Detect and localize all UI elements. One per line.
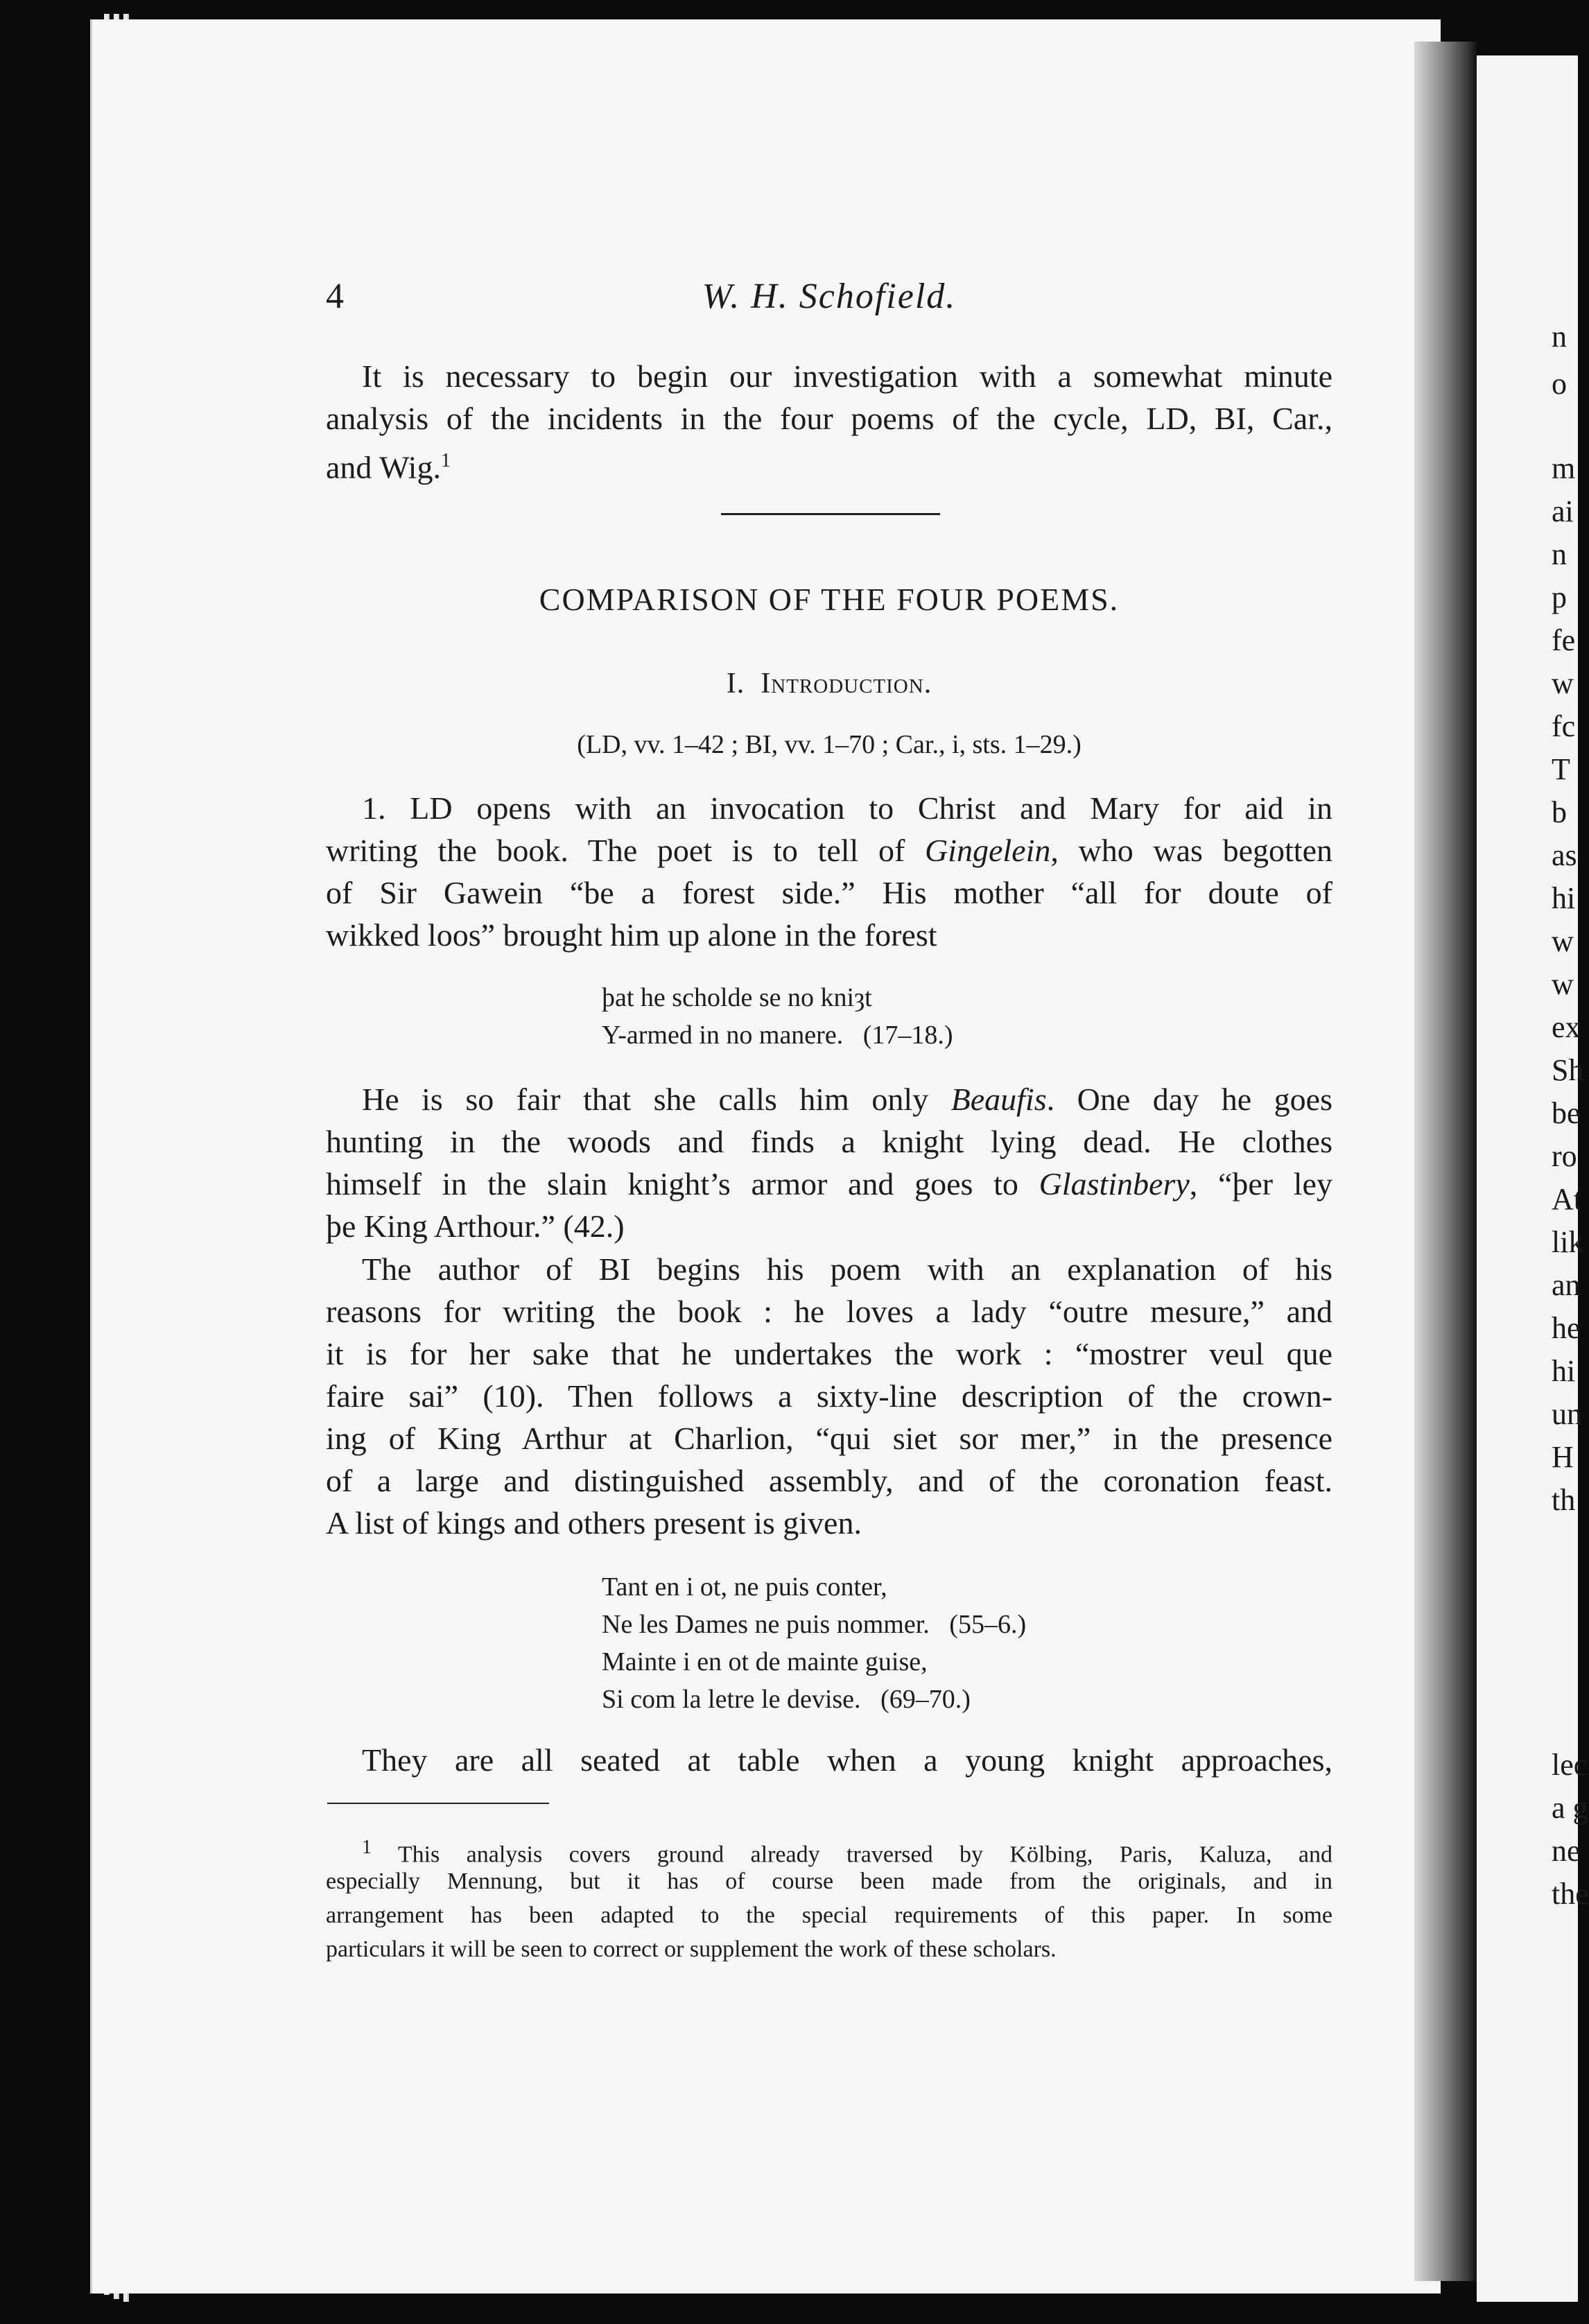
verse-line: þat he scholde se no kniȝt xyxy=(602,983,872,1012)
right-page-text-fragment: the xyxy=(1552,1877,1589,1911)
right-page-text-fragment: w xyxy=(1552,967,1574,1001)
section-subtitle xyxy=(326,667,1332,700)
right-page-text-fragment: o xyxy=(1552,367,1567,401)
gutter-shadow xyxy=(1414,42,1477,2281)
intro-line: analysis of the incidents in the four poems of the cycle, LD, BI, Car., xyxy=(326,401,1332,436)
right-page-text-fragment: n xyxy=(1552,537,1567,571)
right-page-text-fragment: fe xyxy=(1552,623,1576,657)
right-page-text-fragment: ne xyxy=(1552,1834,1581,1868)
body-line: hunting in the woods and finds a knight lying dead. He clothes xyxy=(326,1124,1332,1159)
right-page-text-fragment: b xyxy=(1552,795,1567,829)
footnote-line: arrangement has been adapted to the special requirements of this paper. In some xyxy=(326,1902,1332,1928)
body-line: of Sir Gawein “be a forest side.” His mother “all for doute of xyxy=(326,875,1332,910)
body-line: writing the book. The poet is to tell of Gingelein, who was begotten xyxy=(326,833,1332,868)
right-page-text-fragment: H xyxy=(1552,1440,1574,1474)
intro-line xyxy=(326,440,1332,488)
right-page-text-fragment: p xyxy=(1552,580,1567,614)
right-page-text-fragment: lik xyxy=(1552,1225,1584,1259)
footnote-rule xyxy=(327,1803,549,1804)
right-page-text-fragment: hi xyxy=(1552,881,1576,915)
right-page-text-fragment: T xyxy=(1552,752,1570,786)
right-page-text-fragment: th xyxy=(1552,1483,1576,1517)
verse-references: (LD, vv. 1–42 ; BI, vv. 1–70 ; Car., i, sts. 1–29.) xyxy=(577,730,1082,759)
right-page-text-fragment: as xyxy=(1552,838,1577,872)
body-line: A list of kings and others present is given. xyxy=(326,1505,862,1541)
verse-line: Tant en i ot, ne puis conter, xyxy=(602,1572,887,1602)
verse-line: Si com la letre le devise. (69–70.) xyxy=(602,1685,971,1714)
right-page-text-fragment: be xyxy=(1552,1096,1581,1130)
right-page-text-fragment: ex xyxy=(1552,1010,1581,1044)
body-line: reasons for writing the book : he loves a lady “outre mesure,” and xyxy=(326,1294,1332,1329)
section-rule xyxy=(721,513,940,515)
footnote-ref: 1 xyxy=(440,450,451,471)
subtitle-text: Introduction. xyxy=(761,668,932,700)
right-page-text-fragment: w xyxy=(1552,666,1574,700)
right-page-text-fragment: lec xyxy=(1552,1748,1588,1782)
right-page-text-fragment: Sh xyxy=(1552,1053,1584,1087)
footnote-text: This analysis covers ground already traversed by Kölbing, Paris, Kaluza, and xyxy=(397,1841,1332,1868)
body-line: The author of BI begins his poem with an explanation of his xyxy=(362,1251,1332,1287)
section-title: COMPARISON OF THE FOUR POEMS. xyxy=(539,582,1120,617)
body-line: it is for her sake that he undertakes the work : “mostrer veul que xyxy=(326,1336,1332,1371)
intro-line-text: and Wig. xyxy=(326,449,441,485)
right-page-text-fragment: n xyxy=(1552,320,1567,354)
right-page-fragment xyxy=(1477,55,1589,2302)
right-page-text-fragment: a g xyxy=(1552,1791,1588,1825)
body-line: ing of King Arthur at Charlion, “qui siet sor mer,” in the presence xyxy=(326,1421,1332,1456)
right-page-text-fragment: hi xyxy=(1552,1354,1576,1388)
body-line: 1. LD opens with an invocation to Christ and Mary for aid in xyxy=(362,790,1332,826)
body-line: wikked loos” brought him up alone in the forest xyxy=(326,917,937,953)
verse-line: Ne les Dames ne puis nommer. (55–6.) xyxy=(602,1610,1027,1639)
verse-line: Y-armed in no manere. (17–18.) xyxy=(602,1021,953,1050)
body-line: himself in the slain knight’s armor and goes to Glastinbery, “þer ley xyxy=(326,1166,1332,1202)
footnote-line: particulars it will be seen to correct or supplement the work of these scholars. xyxy=(326,1936,1057,1962)
right-page-text-fragment: ro xyxy=(1552,1139,1577,1173)
body-line: He is so fair that she calls him only Beaufis. One day he goes xyxy=(362,1082,1332,1117)
body-line: of a large and distinguished assembly, and of the coronation feast. xyxy=(326,1463,1332,1498)
right-page-text-fragment: At xyxy=(1552,1182,1582,1216)
right-page-text-fragment: ai xyxy=(1552,494,1574,528)
footnote-line: especially Mennung, but it has of course been made from the originals, and in xyxy=(326,1868,1332,1894)
right-page-text-fragment: m xyxy=(1552,451,1576,485)
body-line: þe King Arthour.” (42.) xyxy=(326,1208,625,1244)
right-page-text-fragment: an xyxy=(1552,1268,1581,1302)
verse-line: Mainte i en ot de mainte guise, xyxy=(602,1647,928,1676)
running-header xyxy=(326,276,1332,324)
body-line: faire sai” (10). Then follows a sixty-line description of the crown- xyxy=(326,1378,1332,1414)
intro-line: It is necessary to begin our investigation with a somewhat minute xyxy=(362,358,1332,394)
page-number: 4 xyxy=(326,277,344,316)
body-line: They are all seated at table when a young knight approaches, xyxy=(362,1742,1332,1778)
running-head-author: W. H. Schofield. xyxy=(702,277,957,316)
right-page-text-fragment: fc xyxy=(1552,709,1576,743)
right-page-text-fragment: w xyxy=(1552,924,1574,958)
subtitle-number: I. xyxy=(726,668,745,700)
footnote-mark: 1 xyxy=(362,1837,372,1858)
right-page-text-fragment: he xyxy=(1552,1311,1581,1345)
right-page-text-fragment: un xyxy=(1552,1397,1582,1431)
